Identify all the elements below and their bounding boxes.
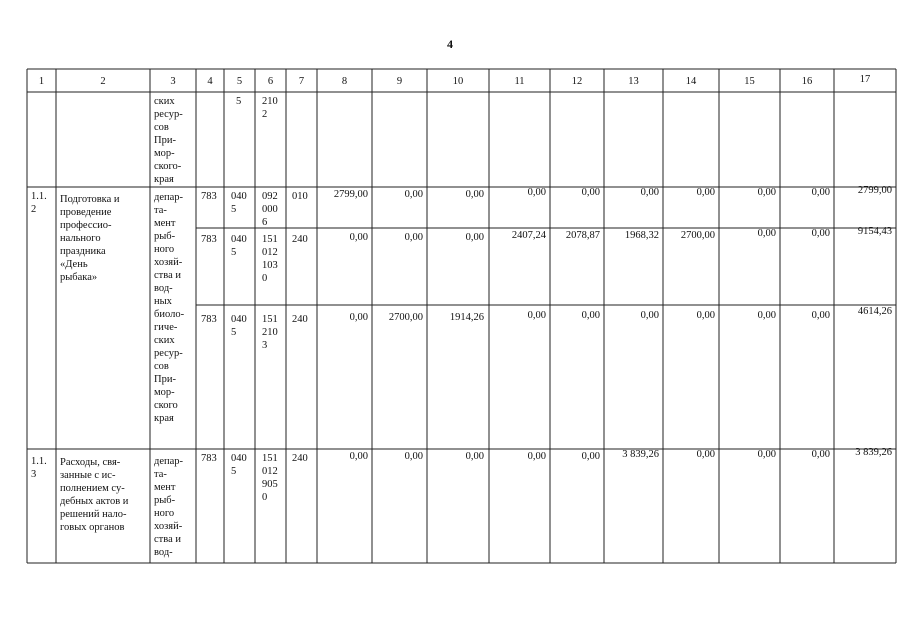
row1a-value-16: 0,00 [811,187,830,198]
row2-value-13: 3 839,26 [622,449,659,460]
row1a-value-14: 0,00 [696,187,715,198]
row1-number: 1.1. 2 [31,191,47,215]
row1c-value-16: 0,00 [811,310,830,321]
header-cell-7: 7 [298,76,305,87]
row1b-value-16: 0,00 [811,228,830,239]
row0-section: 5 [236,96,242,107]
row1c-value-17: 4614,26 [857,306,892,317]
header-cell-6: 6 [267,76,274,87]
header-cell-12: 12 [571,76,583,87]
row1c-value-8: 0,00 [349,312,368,323]
row2-executor: депар- та- мент рыб- ного хозяй- ства и вод- [154,456,184,558]
row1b-section: 040 5 [231,234,247,258]
row2-section: 040 5 [231,453,247,477]
row1b-value-8: 0,00 [349,232,368,243]
row2-number: 1.1. 3 [31,456,47,480]
row1a-value-12: 0,00 [581,187,600,198]
header-cell-2: 2 [100,76,106,87]
header-cell-14: 14 [685,76,697,87]
row2-value-14: 0,00 [696,449,715,460]
row0-target-article: 210 2 [262,96,278,120]
row1b-grbs: 783 [201,234,217,245]
row1c-value-14: 0,00 [696,310,715,321]
header-cell-17: 17 [859,74,871,85]
row1c-target-article: 151 210 3 [262,314,278,351]
header-cell-3: 3 [170,76,176,87]
row1c-value-15: 0,00 [757,310,776,321]
row1a-grbs: 783 [201,191,217,202]
row1c-value-11: 0,00 [527,310,546,321]
row2-value-11: 0,00 [527,451,546,462]
row2-expense-type: 240 [292,453,308,464]
row2-target-article: 151 012 905 0 [262,453,278,503]
row2-value-9: 0,00 [404,451,423,462]
row1b-expense-type: 240 [292,234,308,245]
row1a-value-17: 2799,00 [857,185,892,196]
row1a-value-15: 0,00 [757,187,776,198]
row1a-value-11: 0,00 [527,187,546,198]
row1b-value-9: 0,00 [404,232,423,243]
header-cell-10: 10 [452,76,464,87]
row1a-value-10: 0,00 [465,189,484,200]
row2-name: Расходы, свя- занные с ис- полнением су- дебных актов и решений нало- говых органов [60,457,129,533]
row2-value-16: 0,00 [811,449,830,460]
row2-value-12: 0,00 [581,451,600,462]
row2-value-10: 0,00 [465,451,484,462]
row1b-value-10: 0,00 [465,232,484,243]
header-cell-4: 4 [207,76,213,87]
row1a-expense-type: 010 [292,191,308,202]
row1c-value-12: 0,00 [581,310,600,321]
row1b-value-13: 1968,32 [624,230,659,241]
header-cell-8: 8 [341,76,348,87]
row2-value-15: 0,00 [757,449,776,460]
row2-grbs: 783 [201,453,217,464]
page-number: 4 [447,37,453,51]
header-cell-1: 1 [38,76,45,87]
row1b-value-15: 0,00 [757,228,776,239]
row2-value-8: 0,00 [349,451,368,462]
header-cell-15: 15 [744,76,755,87]
row1a-value-8: 2799,00 [333,189,368,200]
row1a-value-9: 0,00 [404,189,423,200]
row1c-grbs: 783 [201,314,217,325]
row1a-section: 040 5 [231,191,247,215]
row1b-value-12: 2078,87 [565,230,600,241]
row1b-target-article: 151 012 103 0 [262,234,278,284]
row1-name: Подготовка и проведение профессио- нального праздника «День рыбака» [60,194,120,283]
row1a-value-13: 0,00 [640,187,659,198]
row1c-section: 040 5 [231,314,247,338]
row1c-value-13: 0,00 [640,310,659,321]
row1c-value-10: 1914,26 [449,312,484,323]
row2-value-17: 3 839,26 [855,447,892,458]
header-cell-5: 5 [236,76,243,87]
row0-executor: ских ресур- сов При- мор- ского- края [154,96,183,185]
row1a-target-article: 092 000 6 [262,191,278,228]
row1-executor: депар- та- мент рыб- ного хозяй- ства и вод- ных биоло- гиче- ских ресур- сов При- мор- ского края [154,192,185,424]
row1c-value-9: 2700,00 [388,312,423,323]
row1b-value-11: 2407,24 [511,230,546,241]
row1c-expense-type: 240 [292,314,308,325]
header-cell-9: 9 [396,76,403,87]
header-cell-13: 13 [628,76,639,87]
header-cell-16: 16 [801,76,813,87]
row1b-value-14: 2700,00 [680,230,715,241]
header-cell-11: 11 [514,76,525,87]
row1b-value-17: 9154,43 [857,226,892,237]
